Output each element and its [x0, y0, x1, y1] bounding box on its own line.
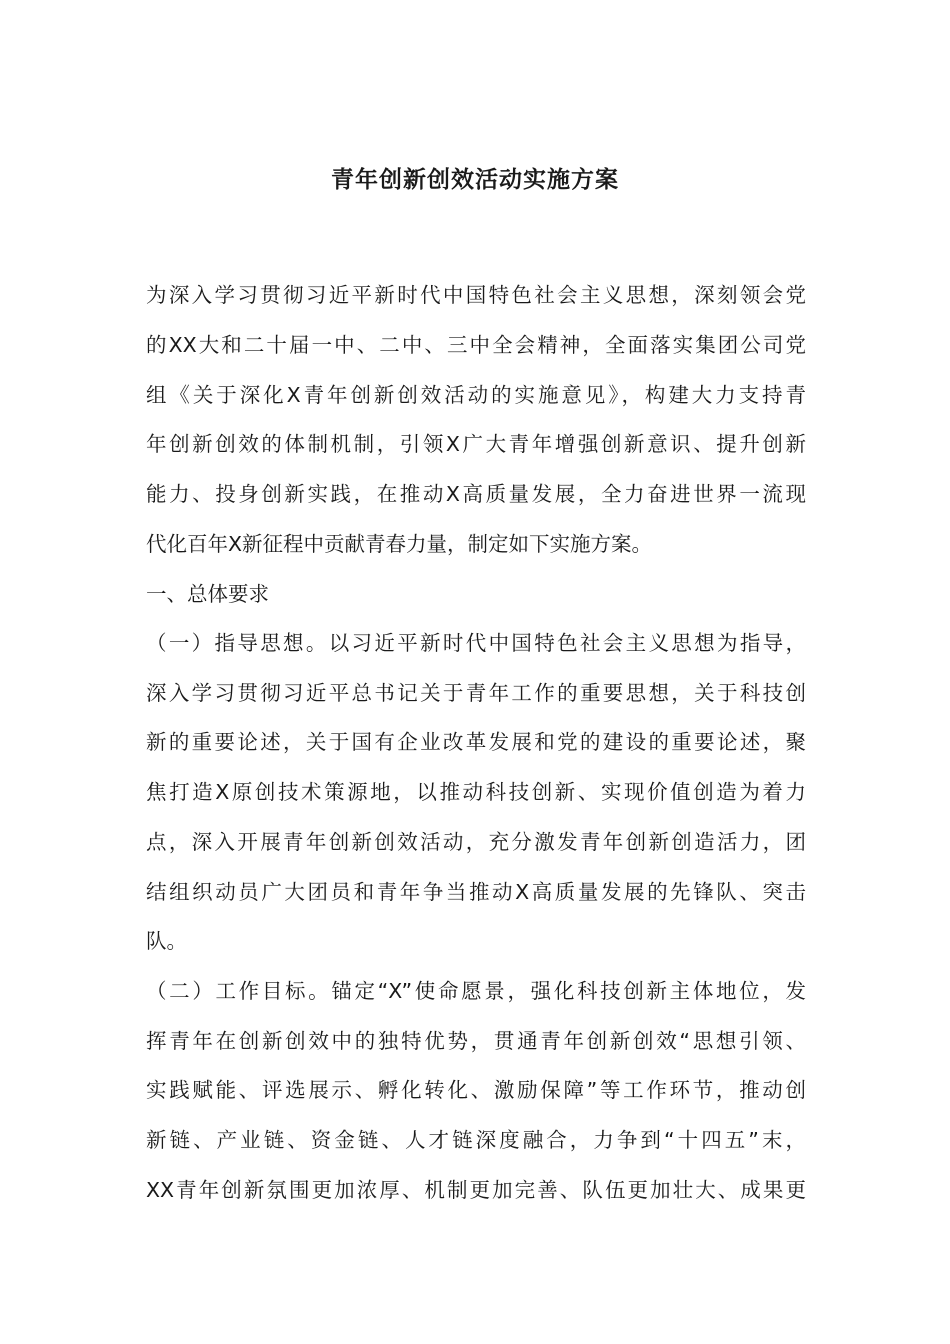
text-line: XX青年创新氛围更加浓厚、机制更加完善、队伍更加壮大、成果更	[146, 1178, 806, 1202]
text-line: 焦打造X原创技术策源地，以推动科技创新、实现价值创造为着力	[146, 780, 806, 804]
section-heading: 一、总体要求	[146, 582, 269, 606]
text-line: 组《关于深化X青年创新创效活动的实施意见》，构建大力支持青	[146, 383, 806, 407]
text-line: 为深入学习贯彻习近平新时代中国特色社会主义思想，深刻领会党	[146, 283, 806, 307]
text-line: 深入学习贯彻习近平总书记关于青年工作的重要思想，关于科技创	[146, 681, 806, 705]
text-line: 队。	[146, 929, 187, 953]
text-line: 年创新创效的体制机制，引领X广大青年增强创新意识、提升创新	[146, 432, 806, 456]
text-line: 结组织动员广大团员和青年争当推动X高质量发展的先锋队、突击	[146, 880, 806, 904]
text-line: 能力、投身创新实践，在推动X高质量发展，全力奋进世界一流现	[146, 482, 806, 506]
text-line: （一）指导思想。以习近平新时代中国特色社会主义思想为指导，	[146, 631, 806, 655]
text-line: （二）工作目标。锚定“X”使命愿景，强化科技创新主体地位，发	[146, 979, 806, 1003]
text-line: 的XX大和二十届一中、二中、三中全会精神，全面落实集团公司党	[146, 333, 806, 357]
text-line: 点，深入开展青年创新创效活动，充分激发青年创新创造活力，团	[146, 830, 806, 854]
text-line: 挥青年在创新创效中的独特优势，贯通青年创新创效“思想引领、	[146, 1029, 806, 1053]
text-line: 新链、产业链、资金链、人才链深度融合，力争到“十四五”末，	[146, 1128, 806, 1152]
document-title: 青年创新创效活动实施方案	[331, 167, 619, 193]
text-line: 实践赋能、评选展示、孵化转化、激励保障”等工作环节，推动创	[146, 1078, 806, 1102]
text-line: 新的重要论述，关于国有企业改革发展和党的建设的重要论述，聚	[146, 730, 806, 754]
text-line: 代化百年X新征程中贡献青春力量，制定如下实施方案。	[146, 532, 653, 556]
